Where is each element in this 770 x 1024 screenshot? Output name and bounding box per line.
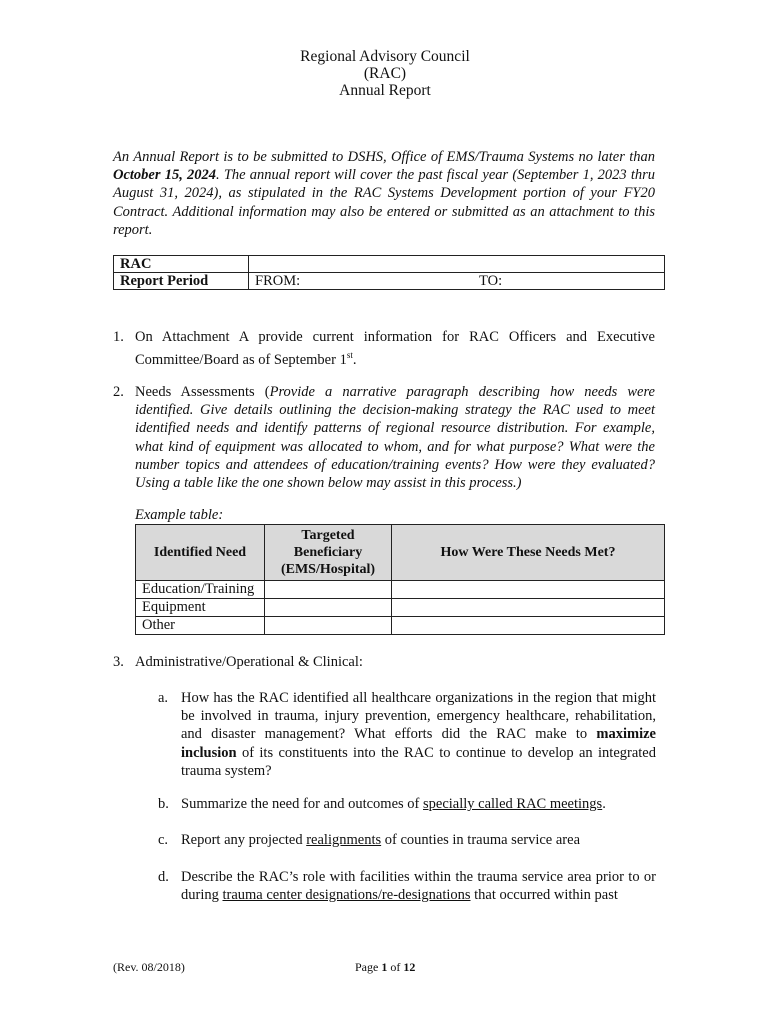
example-table-header-row	[136, 525, 665, 581]
item-1-number: 1.	[113, 329, 124, 345]
sub-item-a-bold: maximize inclusion	[181, 726, 656, 761]
item-2-lead: Needs Assessments (	[135, 384, 270, 400]
page-word: Page	[355, 960, 382, 974]
table-cell[interactable]	[392, 617, 665, 635]
report-period-label: Report Period	[114, 273, 249, 290]
header-targeted-beneficiary: Targeted Beneficiary (EMS/Hospital)	[265, 525, 392, 581]
table-cell: Education/Training	[136, 581, 265, 599]
sub-item-a-text-1: How has the RAC identified all healthcare organizations in the region that might be involved in trauma, injury prevention, emergency healthcare, rehabilitation, and disaster management? What efforts did the RAC make to	[181, 690, 656, 743]
table-cell: Other	[136, 617, 265, 635]
table-cell[interactable]	[265, 617, 392, 635]
example-table-label: Example table:	[135, 507, 224, 523]
sub-item-b-text-1: Summarize the need for and outcomes of	[181, 796, 423, 812]
item-2-italic-text: Provide a narrative paragraph describing how needs were identified. Give details outlining the decision-making strategy the RAC used to meet identified needs and identify patterns of regional resource distribution. For example, what kind of equipment was allocated to whom, and for what purpose? What were the number topics and attendees of education/training events? How were they evaluated? Using a table like the one shown below may assist in this process.)	[135, 384, 655, 492]
table-row	[136, 581, 665, 599]
table-cell[interactable]	[392, 599, 665, 617]
table-row	[136, 599, 665, 617]
sub-item-b	[158, 795, 656, 813]
table-row	[136, 617, 665, 635]
sub-item-d-text-1: Describe the RAC’s role with facilities within the trauma service area prior to or during	[181, 869, 656, 904]
trauma-designations-link[interactable]: trauma center designations/re-designations	[222, 887, 471, 904]
sub-item-c-letter: c.	[158, 832, 169, 848]
revision-note: (Rev. 08/2018)	[113, 960, 185, 974]
table-cell[interactable]	[265, 599, 392, 617]
item-2-number: 2.	[113, 384, 124, 400]
list-item-3	[113, 653, 655, 671]
title-line-2: (RAC)	[363, 65, 407, 82]
sub-item-a	[158, 689, 656, 780]
sub-item-b-text-2: .	[602, 796, 606, 812]
list-item-2	[113, 383, 655, 492]
to-label: TO:	[479, 273, 503, 289]
intro-text-2: . The annual report will cover the past fiscal year (September 1, 2023 thru August 31, 2024), as stipulated in the RAC Systems Development portion of your FY20 Contract. Additional information may also be entered or submitted as an attachment to this report.	[113, 167, 655, 238]
sub-item-d	[158, 868, 656, 904]
deadline-date: October 15, 2024	[113, 167, 217, 184]
sub-item-d-letter: d.	[158, 869, 169, 885]
report-period-row	[114, 273, 665, 290]
sub-item-a-letter: a.	[158, 690, 169, 706]
table-cell[interactable]	[265, 581, 392, 599]
rac-info-table	[113, 255, 665, 290]
intro-paragraph	[113, 148, 655, 239]
sub-item-c-text-2: of counties in trauma service area	[381, 832, 581, 848]
table-cell[interactable]	[392, 581, 665, 599]
list-item-1	[113, 328, 655, 369]
item-3-text: Administrative/Operational & Clinical:	[135, 654, 363, 670]
item-1-end: .	[352, 352, 357, 369]
sub-item-b-letter: b.	[158, 796, 169, 812]
sub-item-c-text-1: Report any projected	[181, 832, 307, 848]
specially-called-meetings-link[interactable]: specially called RAC meetings	[423, 796, 603, 812]
page-of-word: of	[387, 960, 404, 974]
sub-item-c	[158, 831, 656, 849]
page-current: 1	[381, 960, 388, 974]
rac-label: RAC	[114, 256, 249, 273]
intro-text-1: An Annual Report is to be submitted to DSHS, Office of EMS/Trauma Systems no later than	[113, 149, 655, 165]
title-line-3: Annual Report	[339, 82, 431, 99]
sub-item-a-text-2: of its constituents into the RAC to continue to develop an integrated trauma system?	[181, 744, 656, 779]
rac-value-field[interactable]	[249, 256, 665, 273]
title-line-1: Regional Advisory Council	[300, 48, 470, 65]
rac-row	[114, 256, 665, 273]
item-1-superscript: st	[346, 350, 353, 361]
header-needs-met: How Were These Needs Met?	[392, 525, 665, 581]
sub-item-d-text-2: that occurred within past	[470, 887, 618, 904]
item-3-number: 3.	[113, 654, 124, 670]
page-number	[355, 960, 415, 975]
report-period-field[interactable]	[249, 273, 665, 290]
realignments-link[interactable]: realignments	[306, 832, 382, 848]
example-needs-table	[135, 524, 665, 635]
from-label: FROM:	[255, 273, 301, 289]
item-1-text: On Attachment A provide current information for RAC Officers and Executive Committee/Board as of September 1	[135, 329, 655, 369]
table-cell: Equipment	[136, 599, 265, 617]
header-identified-need: Identified Need	[136, 525, 265, 581]
document-title	[0, 48, 770, 99]
page-total: 12	[403, 960, 416, 974]
